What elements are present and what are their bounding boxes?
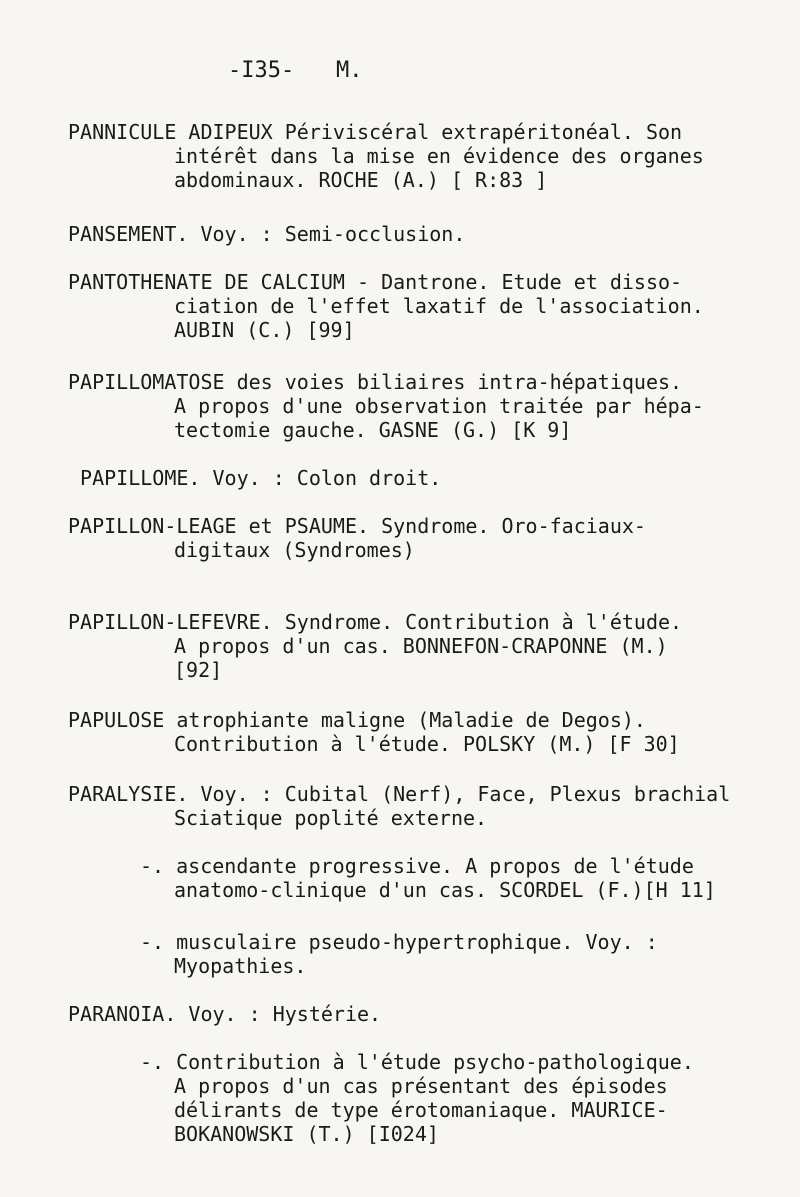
index-entry (68, 514, 748, 562)
index-entry (68, 708, 748, 756)
index-entry (68, 610, 748, 682)
subentry-line: BOKANOWSKI (T.) [I024] (174, 1122, 439, 1146)
index-entry (68, 270, 748, 342)
entry-line: ciation de l'effet laxatif de l'association. (174, 294, 704, 318)
page-number: -I35- (228, 58, 295, 83)
entry-line: PAPILLOME. Voy. : Colon droit. (68, 466, 442, 490)
index-entry (68, 120, 748, 192)
index-subentry (140, 1050, 760, 1146)
entry-line: abdominaux. ROCHE (A.) [ R:83 ] (174, 168, 548, 192)
entry-line: PANSEMENT. Voy. : Semi-occlusion. (68, 222, 466, 246)
entry-line: tectomie gauche. GASNE (G.) [K 9] (174, 418, 572, 442)
subentry-line: -. musculaire pseudo-hypertrophique. Voy. : (140, 930, 658, 954)
subentry-line: -. Contribution à l'étude psycho-pathologique. (140, 1050, 694, 1074)
index-entry (68, 782, 748, 830)
section-letter: M. (336, 58, 363, 83)
entry-line: PARALYSIE. Voy. : Cubital (Nerf), Face, Plexus brachial (68, 782, 731, 806)
subentry-line: A propos d'un cas présentant des épisodes (174, 1074, 668, 1098)
entry-line: digitaux (Syndromes) (174, 538, 415, 562)
index-entry (68, 466, 748, 490)
entry-line: PANNICULE ADIPEUX Périviscéral extrapéritonéal. Son (68, 120, 683, 144)
entry-line: PAPULOSE atrophiante maligne (Maladie de Degos). (68, 708, 646, 732)
subentry-line: anatomo-clinique d'un cas. SCORDEL (F.)[H 11] (174, 878, 716, 902)
subentry-line: -. ascendante progressive. A propos de l'étude (140, 854, 694, 878)
entry-line: PARANOIA. Voy. : Hystérie. (68, 1002, 382, 1026)
entry-line: AUBIN (C.) [99] (174, 318, 355, 342)
entry-line: Contribution à l'étude. POLSKY (M.) [F 30] (174, 732, 680, 756)
entry-line: PAPILLON-LEFEVRE. Syndrome. Contribution à l'étude. (68, 610, 683, 634)
subentry-line: Myopathies. (174, 954, 307, 978)
index-subentry (140, 854, 760, 902)
index-entry (68, 222, 748, 246)
index-subentry (140, 930, 760, 978)
subentry-line: délirants de type érotomaniaque. MAURICE- (174, 1098, 668, 1122)
entry-line: PANTOTHENATE DE CALCIUM - Dantrone. Etude et disso- (68, 270, 683, 294)
entry-line: A propos d'une observation traitée par hépa- (174, 394, 704, 418)
index-entry (68, 1002, 748, 1026)
entry-line: PAPILLOMATOSE des voies biliaires intra-hépatiques. (68, 370, 683, 394)
entry-line: intérêt dans la mise en évidence des organes (174, 144, 704, 168)
entry-line: PAPILLON-LEAGE et PSAUME. Syndrome. Oro-faciaux- (68, 514, 646, 538)
entry-line: Sciatique poplité externe. (174, 806, 488, 830)
entry-line: [92] (174, 658, 223, 682)
entry-line: A propos d'un cas. BONNEFON-CRAPONNE (M.) (174, 634, 668, 658)
index-entry (68, 370, 748, 442)
